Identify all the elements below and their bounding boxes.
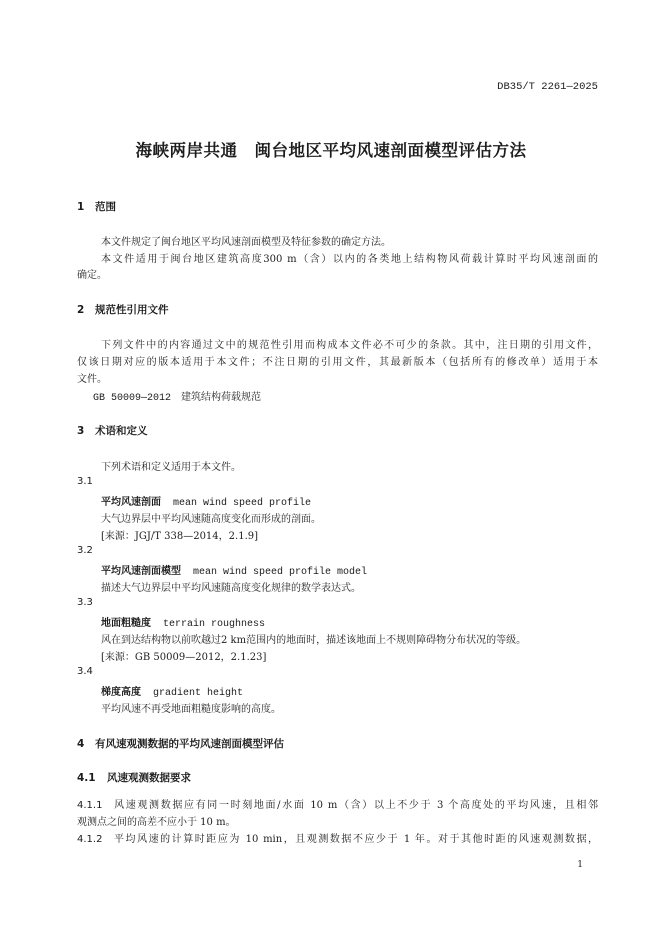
term-heading: 平均风速剖面模型 mean wind speed profile model — [101, 566, 368, 578]
term-number: 3.1 — [77, 476, 93, 487]
term-number: 3.2 — [77, 545, 93, 556]
section-2-paragraph-line-1: 下列文件中的内容通过文中的规范性引用而构成本文件必不可少的条款。其中，注日期的引用文件， — [101, 340, 598, 351]
section-4-heading: 4 有风速观测数据的平均风速剖面模型评估 — [77, 738, 284, 750]
normative-reference: GB 50009—2012 建筑结构荷载规范 — [93, 392, 262, 404]
clause-4-1-1: 4.1.1 风速观测数据应有同一时刻地面/水面 10 m（含）以上不少于 3 个高度处的平均风速，且相邻 — [77, 800, 598, 811]
clause-4-1-1-continuation: 观测点之间的高差不应小于 10 m。 — [77, 817, 236, 828]
term-number: 3.4 — [77, 666, 93, 677]
section-1-paragraph-2-end: 确定。 — [77, 270, 107, 281]
section-2-heading: 2 规范性引用文件 — [77, 304, 169, 316]
term-heading: 地面粗糙度 terrain roughness — [101, 618, 266, 630]
term-definition: 平均风速不再受地面粗糙度影响的高度。 — [101, 704, 281, 715]
section-3-heading: 3 术语和定义 — [77, 425, 148, 437]
clause-4-1-2: 4.1.2 平均风速的计算时距应为 10 min，且观测数据不应少于 1 年。对于其他时距的风速观测数据， — [77, 834, 598, 845]
page-number: 1 — [577, 860, 583, 870]
section-1-heading: 1 范围 — [77, 201, 116, 213]
term-source: [来源：GB 50009—2012，2.1.23] — [101, 652, 267, 663]
term-heading: 平均风速剖面 mean wind speed profile — [101, 497, 312, 509]
section-1-paragraph-1: 本文件规定了闽台地区平均风速剖面模型及特征参数的确定方法。 — [101, 237, 391, 248]
term-definition: 风在到达结构物以前吹越过2 km范围内的地面时，描述该地面上不规则障碍物分布状况的等级。 — [101, 635, 527, 646]
section-1-paragraph-2: 本文件适用于闽台地区建筑高度300 m（含）以内的各类地上结构物风荷载计算时平均风速剖面的 — [101, 254, 598, 265]
term-heading: 梯度高度 gradient height — [101, 687, 244, 699]
subsection-4-1-heading: 4.1 风速观测数据要求 — [77, 772, 191, 784]
section-3-intro: 下列术语和定义适用于本文件。 — [101, 462, 241, 473]
standard-code: DB35/T 2261—2025 — [497, 81, 598, 93]
term-definition: 大气边界层中平均风速随高度变化而形成的剖面。 — [101, 514, 321, 525]
term-number: 3.3 — [77, 597, 93, 608]
term-source: [来源：JGJ/T 338—2014，2.1.9] — [101, 531, 259, 542]
term-definition: 描述大气边界层中平均风速随高度变化规律的数学表达式。 — [101, 583, 361, 594]
document-title: 海峡两岸共通 闽台地区平均风速剖面模型评估方法 — [135, 141, 527, 160]
section-2-paragraph-line-3: 文件。 — [77, 374, 107, 385]
section-2-paragraph-line-2: 仅该日期对应的版本适用于本文件；不注日期的引用文件，其最新版本（包括所有的修改单）适用于本 — [77, 357, 598, 368]
